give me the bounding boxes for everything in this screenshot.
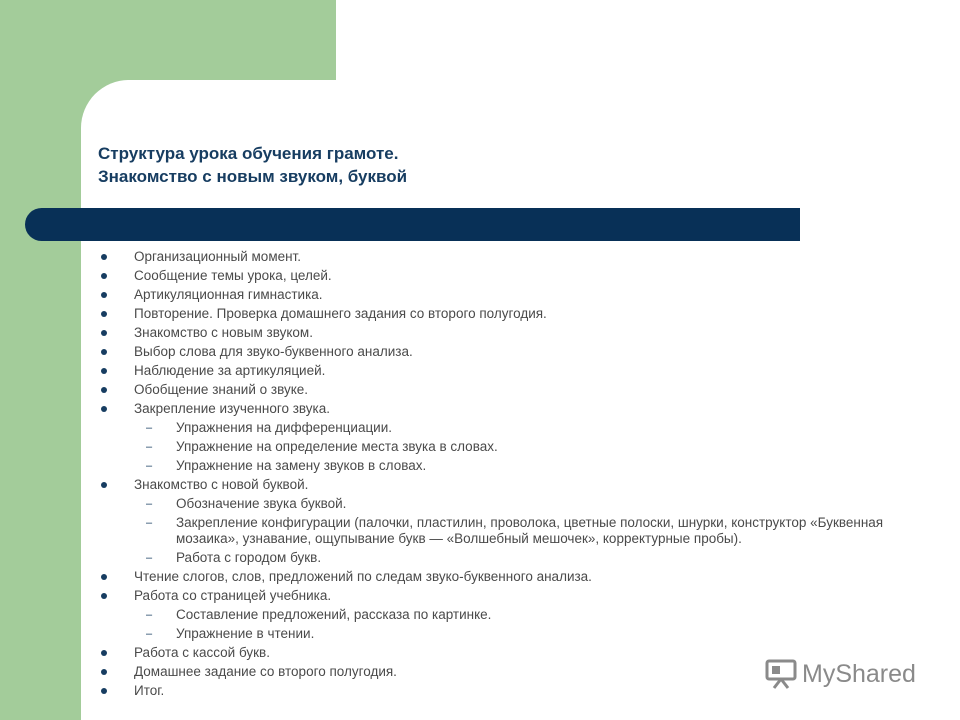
list-item [0, 249, 960, 265]
dot-bullet-icon [101, 330, 107, 336]
list-item-text: Упражнение на определение места звука в словах. [176, 439, 498, 454]
slide-title-line-2: Знакомство с новым звуком, буквой [98, 167, 408, 186]
dot-bullet-icon [101, 273, 107, 279]
slide-title-line-1: Структура урока обучения грамоте. [98, 144, 399, 163]
list-item [0, 325, 960, 341]
list-item-text: Составление предложений, рассказа по картинке. [176, 607, 492, 622]
dot-bullet-icon [101, 593, 107, 599]
dash-bullet-icon: – [146, 422, 153, 434]
dot-bullet-icon [101, 482, 107, 488]
list-item-text: Выбор слова для звуко-буквенного анализа. [134, 344, 413, 359]
dash-bullet-icon: – [146, 552, 153, 564]
dot-bullet-icon [101, 349, 107, 355]
dot-bullet-icon [101, 669, 107, 675]
list-item-text: Закрепление конфигурации (палочки, пластилин, проволока, цветные полоски, шнурки, конструктор «Буквенная мозаика», узнавание, ощупывание букв — «Волшебный мешочек», корректурные пробы). [176, 515, 884, 546]
dot-bullet-icon [101, 650, 107, 656]
list-item-text: Работа с кассой букв. [134, 645, 270, 660]
dot-bullet-icon [101, 688, 107, 694]
sub-list-item [0, 626, 960, 642]
bullet-list [0, 249, 960, 702]
list-item-text: Обобщение знаний о звуке. [134, 382, 309, 397]
list-item [0, 344, 960, 360]
list-item-text: Работа со страницей учебника. [134, 588, 332, 603]
list-item-text: Упражнения на дифференциации. [176, 420, 393, 435]
dot-bullet-icon [101, 311, 107, 317]
list-item-text: Наблюдение за артикуляцией. [134, 363, 326, 378]
sub-list-item [0, 420, 960, 436]
list-item-text: Закрепление изученного звука. [134, 401, 330, 416]
slide-title [98, 142, 407, 188]
sub-list-item [0, 550, 960, 566]
list-item-text: Домашнее задание со второго полугодия. [134, 664, 397, 679]
sub-list-item [0, 439, 960, 455]
presentation-board-icon [764, 657, 798, 691]
list-item-text: Артикуляционная гимнастика. [134, 287, 323, 302]
dash-bullet-icon: – [146, 517, 153, 529]
dot-bullet-icon [101, 574, 107, 580]
list-item [0, 382, 960, 398]
list-item-text: Повторение. Проверка домашнего задания со второго полугодия. [134, 306, 547, 321]
list-item [0, 363, 960, 379]
sub-list-item [0, 607, 960, 623]
list-item-text: Работа с городом букв. [176, 550, 322, 565]
dot-bullet-icon [101, 368, 107, 374]
list-item [0, 306, 960, 322]
list-item [0, 569, 960, 585]
dash-bullet-icon: – [146, 460, 153, 472]
list-item-text: Упражнение в чтении. [176, 626, 315, 641]
list-item-text: Организационный момент. [134, 249, 301, 264]
list-item-text: Знакомство с новым звуком. [134, 325, 313, 340]
list-item-text: Упражнение на замену звуков в словах. [176, 458, 427, 473]
list-item-text: Сообщение темы урока, целей. [134, 268, 332, 283]
watermark-text: MyShared [802, 659, 916, 688]
sub-list-item [0, 496, 960, 512]
sub-list-item [0, 458, 960, 474]
title-divider-bar [25, 208, 800, 241]
dash-bullet-icon: – [146, 609, 153, 621]
sub-list-item [0, 515, 906, 547]
list-item [0, 477, 960, 493]
list-item-text: Итог. [134, 683, 165, 698]
list-item-text: Обозначение звука буквой. [176, 496, 347, 511]
dash-bullet-icon: – [146, 628, 153, 640]
list-item [0, 401, 960, 417]
list-item [0, 287, 960, 303]
list-item-text: Знакомство с новой буквой. [134, 477, 309, 492]
dot-bullet-icon [101, 387, 107, 393]
dot-bullet-icon [101, 406, 107, 412]
myshared-watermark [764, 656, 934, 692]
list-item [0, 588, 960, 604]
dot-bullet-icon [101, 254, 107, 260]
list-item-text: Чтение слогов, слов, предложений по следам звуко-буквенного анализа. [134, 569, 592, 584]
dot-bullet-icon [101, 292, 107, 298]
dash-bullet-icon: – [146, 498, 153, 510]
dash-bullet-icon: – [146, 441, 153, 453]
list-item [0, 268, 960, 284]
